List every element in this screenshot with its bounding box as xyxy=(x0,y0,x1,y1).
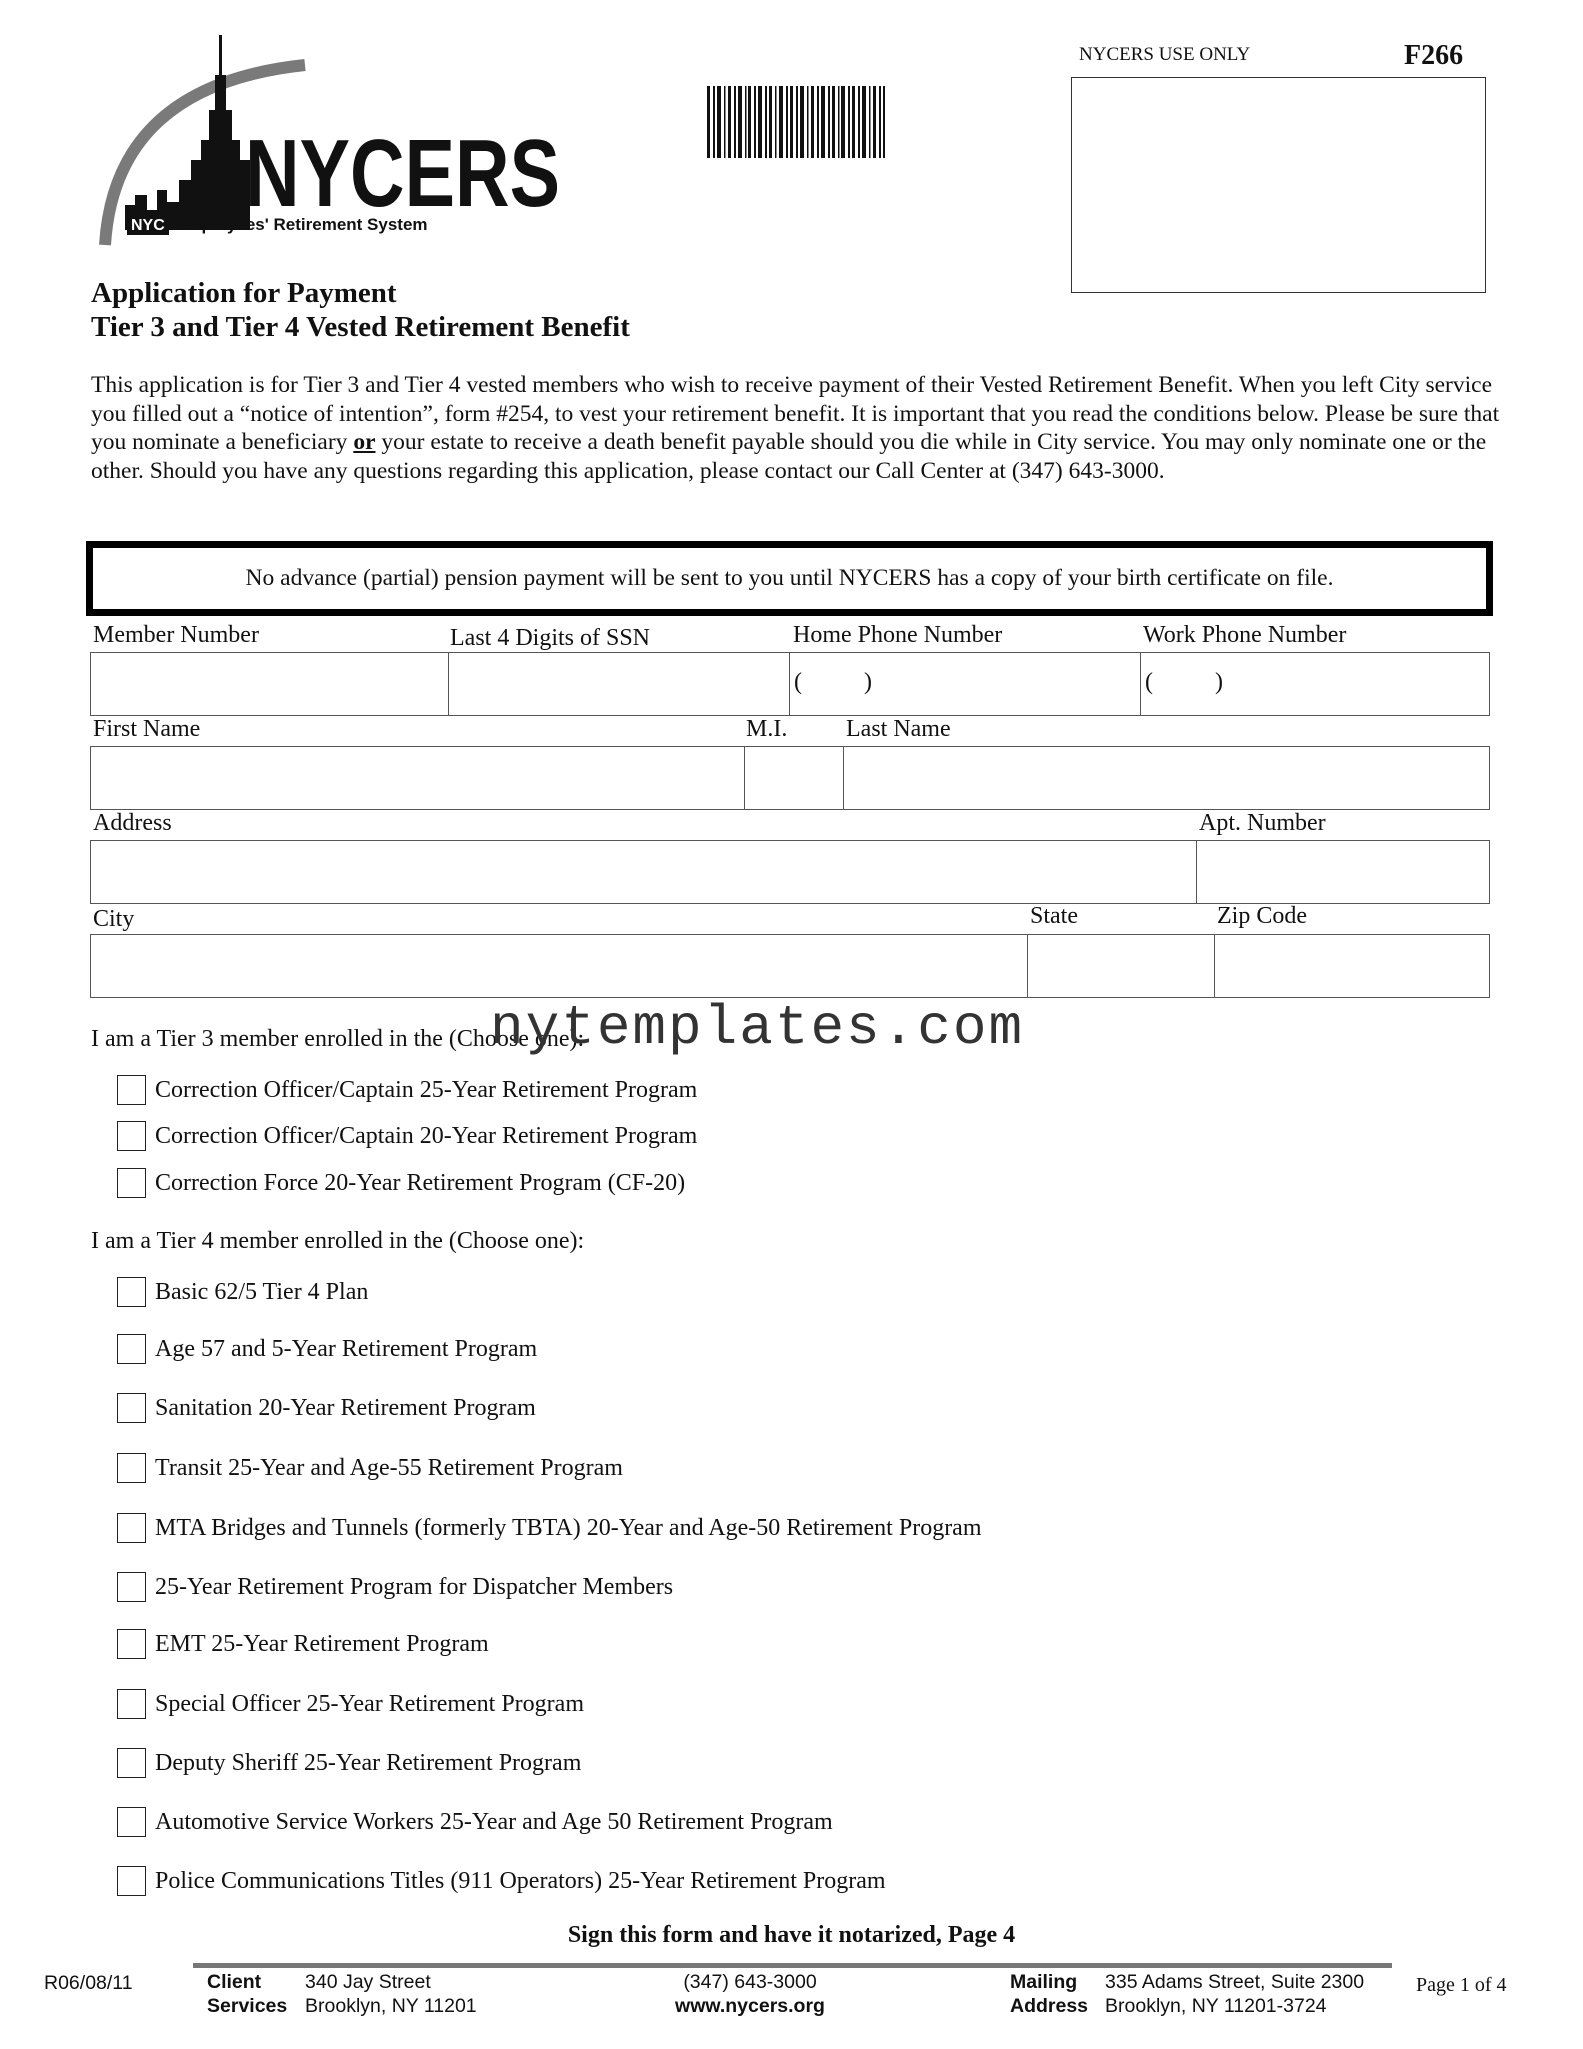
work-phone-paren-open: ( xyxy=(1145,669,1153,695)
notice-text: No advance (partial) pension payment will be sent to you until NYCERS has a copy of your birth certificate on file. xyxy=(245,565,1334,591)
state-label: State xyxy=(1030,903,1078,929)
revision-date: R06/08/11 xyxy=(44,1972,133,1994)
tier4-option-label: Transit 25-Year and Age-55 Retirement Program xyxy=(155,1454,623,1481)
tier4-option-label: EMT 25-Year Retirement Program xyxy=(155,1630,489,1657)
tier4-option-label: Deputy Sheriff 25-Year Retirement Program xyxy=(155,1749,582,1776)
member-number-field[interactable] xyxy=(90,652,449,716)
zip-code-label: Zip Code xyxy=(1217,903,1307,929)
middle-initial-label: M.I. xyxy=(746,716,788,742)
nycers-logo xyxy=(95,30,575,250)
last-name-label: Last Name xyxy=(846,716,951,742)
mailing-address-line1: 335 Adams Street, Suite 2300 xyxy=(1105,1971,1365,1993)
checkbox[interactable] xyxy=(117,1453,146,1483)
client-label-line1: Client xyxy=(207,1971,262,1993)
checkbox[interactable] xyxy=(117,1393,146,1423)
tier3-section-label: I am a Tier 3 member enrolled in the (Choose one): xyxy=(91,1026,585,1052)
tier4-section-label: I am a Tier 4 member enrolled in the (Choose one): xyxy=(91,1228,585,1254)
tier4-option[interactable] xyxy=(117,1511,982,1545)
checkbox[interactable] xyxy=(117,1807,146,1837)
tier4-option-label: Special Officer 25-Year Retirement Program xyxy=(155,1690,584,1717)
home-phone-field[interactable] xyxy=(789,652,1141,716)
checkbox[interactable] xyxy=(117,1866,146,1896)
logo-subtitle: Employees' Retirement System xyxy=(175,215,428,234)
client-services-label xyxy=(207,1970,287,2018)
tier3-option[interactable] xyxy=(117,1073,697,1107)
tier3-option-label: Correction Officer/Captain 20-Year Retirement Program xyxy=(155,1122,698,1149)
zip-code-field[interactable] xyxy=(1214,934,1490,998)
call-center-phone: (347) 643-3000 xyxy=(683,1971,817,1993)
watermark: nytemplates.com xyxy=(490,996,1025,1060)
tier4-option[interactable] xyxy=(117,1570,673,1604)
apt-number-field[interactable] xyxy=(1196,840,1490,904)
page-number: Page 1 of 4 xyxy=(1416,1974,1507,1996)
checkbox[interactable] xyxy=(117,1121,146,1151)
middle-initial-field[interactable] xyxy=(744,746,844,810)
tier3-option-label: Correction Officer/Captain 25-Year Retirement Program xyxy=(155,1076,698,1103)
member-number-label: Member Number xyxy=(93,622,259,648)
home-phone-label: Home Phone Number xyxy=(793,622,1003,648)
tier4-option-label: Sanitation 20-Year Retirement Program xyxy=(155,1394,536,1421)
nycers-use-only-label: NYCERS USE ONLY xyxy=(1079,44,1251,65)
tier4-option[interactable] xyxy=(117,1746,581,1780)
sign-instruction: Sign this form and have it notarized, Page 4 xyxy=(567,1922,1016,1948)
last-name-field[interactable] xyxy=(843,746,1490,810)
checkbox[interactable] xyxy=(117,1748,146,1778)
mailing-address-line2: Brooklyn, NY 11201-3724 xyxy=(1105,1995,1327,2017)
checkbox[interactable] xyxy=(117,1572,146,1602)
first-name-label: First Name xyxy=(93,716,201,742)
tier4-option-label: Basic 62/5 Tier 4 Plan xyxy=(155,1278,369,1305)
barcode xyxy=(707,86,885,158)
checkbox[interactable] xyxy=(117,1075,146,1105)
checkbox[interactable] xyxy=(117,1168,146,1198)
checkbox[interactable] xyxy=(117,1513,146,1543)
tier3-option[interactable] xyxy=(117,1166,685,1200)
form-title-line1: Application for Payment xyxy=(91,277,397,309)
checkbox[interactable] xyxy=(117,1334,146,1364)
checkbox[interactable] xyxy=(117,1629,146,1659)
tier3-option[interactable] xyxy=(117,1119,697,1153)
mailing-label-line2: Address xyxy=(1010,1995,1089,2017)
client-label-line2: Services xyxy=(207,1995,288,2017)
address-field[interactable] xyxy=(90,840,1197,904)
tier4-option[interactable] xyxy=(117,1451,623,1485)
website-link[interactable]: www.nycers.org xyxy=(675,1995,825,2017)
checkbox[interactable] xyxy=(117,1277,146,1307)
intro-paragraph xyxy=(91,371,1511,485)
checkbox[interactable] xyxy=(117,1689,146,1719)
form-title-line2: Tier 3 and Tier 4 Vested Retirement Benefit xyxy=(91,311,630,343)
tier4-option[interactable] xyxy=(117,1332,537,1366)
mailing-address xyxy=(1105,1970,1364,2018)
first-name-field[interactable] xyxy=(90,746,745,810)
work-phone-label: Work Phone Number xyxy=(1143,622,1347,648)
home-phone-paren-close: ) xyxy=(864,669,872,695)
tier4-option-label: Automotive Service Workers 25-Year and Age 50 Retirement Program xyxy=(155,1808,833,1835)
tier4-option[interactable] xyxy=(117,1627,489,1661)
work-phone-field[interactable] xyxy=(1140,652,1490,716)
work-phone-paren-close: ) xyxy=(1215,669,1223,695)
form-title xyxy=(91,276,630,344)
client-services-address xyxy=(305,1970,477,2018)
tier4-option-label: Age 57 and 5-Year Retirement Program xyxy=(155,1335,538,1362)
apt-number-label: Apt. Number xyxy=(1199,810,1326,836)
mailing-address-label xyxy=(1010,1970,1088,2018)
tier4-option[interactable] xyxy=(117,1275,368,1309)
tier3-option-label: Correction Force 20-Year Retirement Program (CF-20) xyxy=(155,1169,686,1196)
contact-info xyxy=(655,1970,845,2018)
client-address-line2: Brooklyn, NY 11201 xyxy=(305,1995,477,2017)
tier4-option-label: Police Communications Titles (911 Operators) 25-Year Retirement Program xyxy=(155,1867,886,1894)
mailing-label-line1: Mailing xyxy=(1010,1971,1078,1993)
logo-tag: NYC xyxy=(131,217,165,234)
ssn-label: Last 4 Digits of SSN xyxy=(450,625,651,651)
intro-text-part1: This application is for Tier 3 and Tier 4 vested members who wish to receive payment of their Vested Retirement Benefit. When you left City service you filled out a “notice of intention”, form #254, to vest your retirement benefit. It is important that you read the conditions below. Please be sure that you nominate a beneficiary xyxy=(91,372,1500,455)
client-address-line1: 340 Jay Street xyxy=(305,1971,431,1993)
intro-text-part2: your estate to receive a death benefit payable should you die while in City service. You may only nominate one or the other. Should you have any questions regarding this application, please contact our Call Center at (347) 643-3000. xyxy=(91,429,1487,484)
form-code: F266 xyxy=(1404,40,1464,71)
address-label: Address xyxy=(93,810,172,836)
footer-divider xyxy=(193,1963,1392,1968)
tier4-option[interactable] xyxy=(117,1391,536,1425)
tier4-option[interactable] xyxy=(117,1687,584,1721)
tier4-option[interactable] xyxy=(117,1805,833,1839)
city-label: City xyxy=(93,906,135,932)
ssn-field[interactable] xyxy=(448,652,790,716)
nycers-use-only-box xyxy=(1071,77,1486,293)
notice-box xyxy=(86,541,1493,616)
home-phone-paren-open: ( xyxy=(794,669,802,695)
tier4-option-label: 25-Year Retirement Program for Dispatcher Members xyxy=(155,1573,674,1600)
city-field[interactable] xyxy=(90,934,1028,998)
tier4-option-label: MTA Bridges and Tunnels (formerly TBTA) 20-Year and Age-50 Retirement Program xyxy=(155,1514,982,1541)
logo-wordmark: NYCERS xyxy=(245,120,560,227)
state-field[interactable] xyxy=(1027,934,1215,998)
intro-or-emphasis: or xyxy=(353,429,376,455)
tier4-option[interactable] xyxy=(117,1864,886,1898)
